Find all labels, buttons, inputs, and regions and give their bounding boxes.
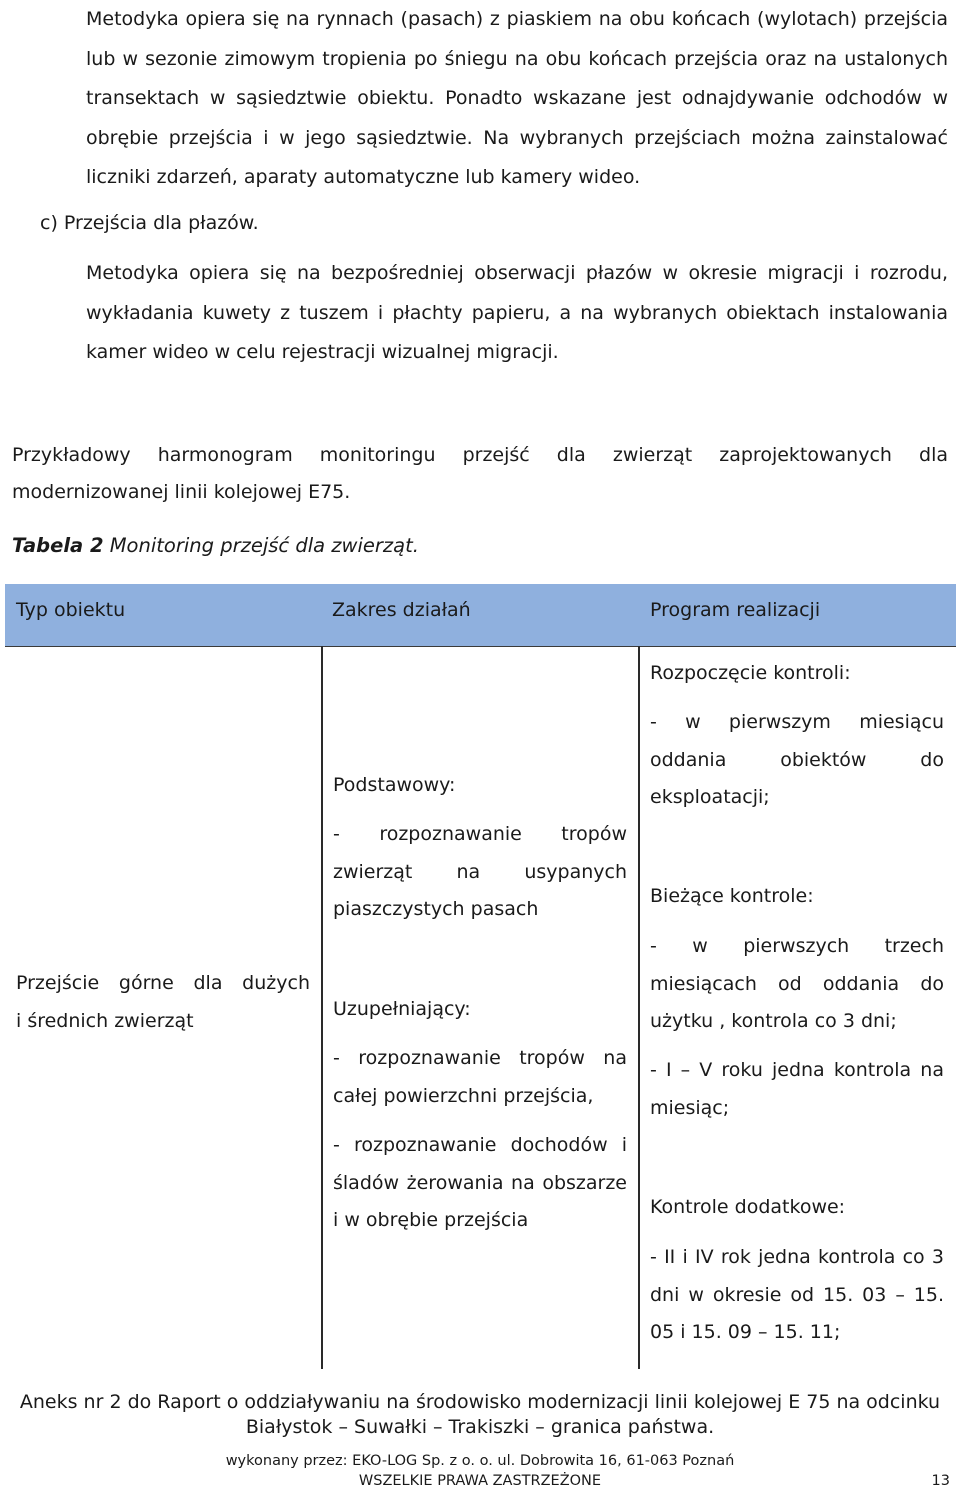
footer-author: wykonany przez: EKO-LOG Sp. z o. o. ul. Dobrowita 16, 61-063 Poznań xyxy=(225,1453,735,1469)
footer-rights: WSZELKIE PRAWA ZASTRZEŻONE xyxy=(358,1473,602,1489)
program-start-item: - w pierwszym miesiącu oddania obiektów do eksploatacji; xyxy=(650,711,944,808)
scope-supplementary-item-1: - rozpoznawanie tropów na całej powierzchni przejścia, xyxy=(333,1047,627,1107)
program-current-item-2: - I – V roku jedna kontrola na miesiąc; xyxy=(650,1059,944,1119)
program-start-title: Rozpoczęcie kontroli: xyxy=(650,662,851,684)
table-caption-text: Monitoring przejść dla zwierząt. xyxy=(103,534,419,557)
page-number: 13 xyxy=(931,1473,950,1489)
footer xyxy=(0,1390,960,1440)
scope-basic-item: - rozpoznawanie tropów zwierząt na usypanych piaszczystych pasach xyxy=(333,823,627,920)
program-current-title: Bieżące kontrole: xyxy=(650,885,814,907)
program-current-item-1: - w pierwszych trzech miesiącach od oddania do użytku , kontrola co 3 dni; xyxy=(650,935,944,1032)
scope-basic-title: Podstawowy: xyxy=(333,774,456,796)
scope-supplementary-title: Uzupełniający: xyxy=(333,998,471,1020)
table-intro-paragraph: Przykładowy harmonogram monitoringu przejść dla zwierząt zaprojektowanych dla modernizowanej linii kolejowej E75. xyxy=(12,444,948,503)
header-program: Program realizacji xyxy=(650,599,821,621)
footer-report-title: Aneks nr 2 do Raport o oddziaływaniu na środowisko modernizacji linii kolejowej E 75 na odcinku xyxy=(19,1391,941,1413)
program-extra-item: - II i IV rok jedna kontrola co 3 dni w okresie od 15. 03 – 15. 05 i 15. 09 – 15. 11; xyxy=(650,1246,944,1343)
paragraph-methodology-tracks: Metodyka opiera się na rynnach (pasach) z piaskiem na obu końcach (wylotach) przejścia lub w sezonie zimowym tropienia po śniegu na obu końcach przejścia oraz na ustalonych transektach w sąsiedztwie obiektu. Ponadto wskazane jest odnajdywanie odchodów w obrębie przejścia i w jego sąsiedztwie. Na wybranych przejściach można zainstalować liczniki zdarzeń, aparaty automatyczne lub kamery wideo. xyxy=(86,8,948,188)
table-header-row xyxy=(5,584,956,647)
monitoring-table xyxy=(5,584,956,1369)
paragraph-methodology-amphibians: Metodyka opiera się na bezpośredniej obserwacji płazów w okresie migracji i rozrodu, wykładania kuwety z tuszem i płachty papieru, a na wybranych obiektach instalowania kamer wideo w celu rejestracji wizualnej migracji. xyxy=(86,262,948,363)
column-divider xyxy=(638,646,640,1369)
object-type-line-2: i średnich zwierząt xyxy=(16,1010,194,1032)
section-heading-amphibians: c) Przejścia dla płazów. xyxy=(40,212,259,234)
footer-route: Białystok – Suwałki – Trakiszki – granica państwa. xyxy=(245,1416,715,1438)
column-divider xyxy=(321,646,323,1369)
table-caption xyxy=(12,528,419,564)
scope-supplementary-item-2: - rozpoznawanie dochodów i śladów żerowania na obszarze i w obrębie przejścia xyxy=(333,1134,627,1231)
header-object-type: Typ obiektu xyxy=(16,599,126,621)
header-scope: Zakres działań xyxy=(332,599,471,621)
footer-company xyxy=(0,1451,960,1491)
object-type-line-1: Przejście górne dla dużych xyxy=(16,972,310,994)
program-extra-title: Kontrole dodatkowe: xyxy=(650,1196,846,1218)
table-caption-label: Tabela 2 xyxy=(12,534,104,557)
